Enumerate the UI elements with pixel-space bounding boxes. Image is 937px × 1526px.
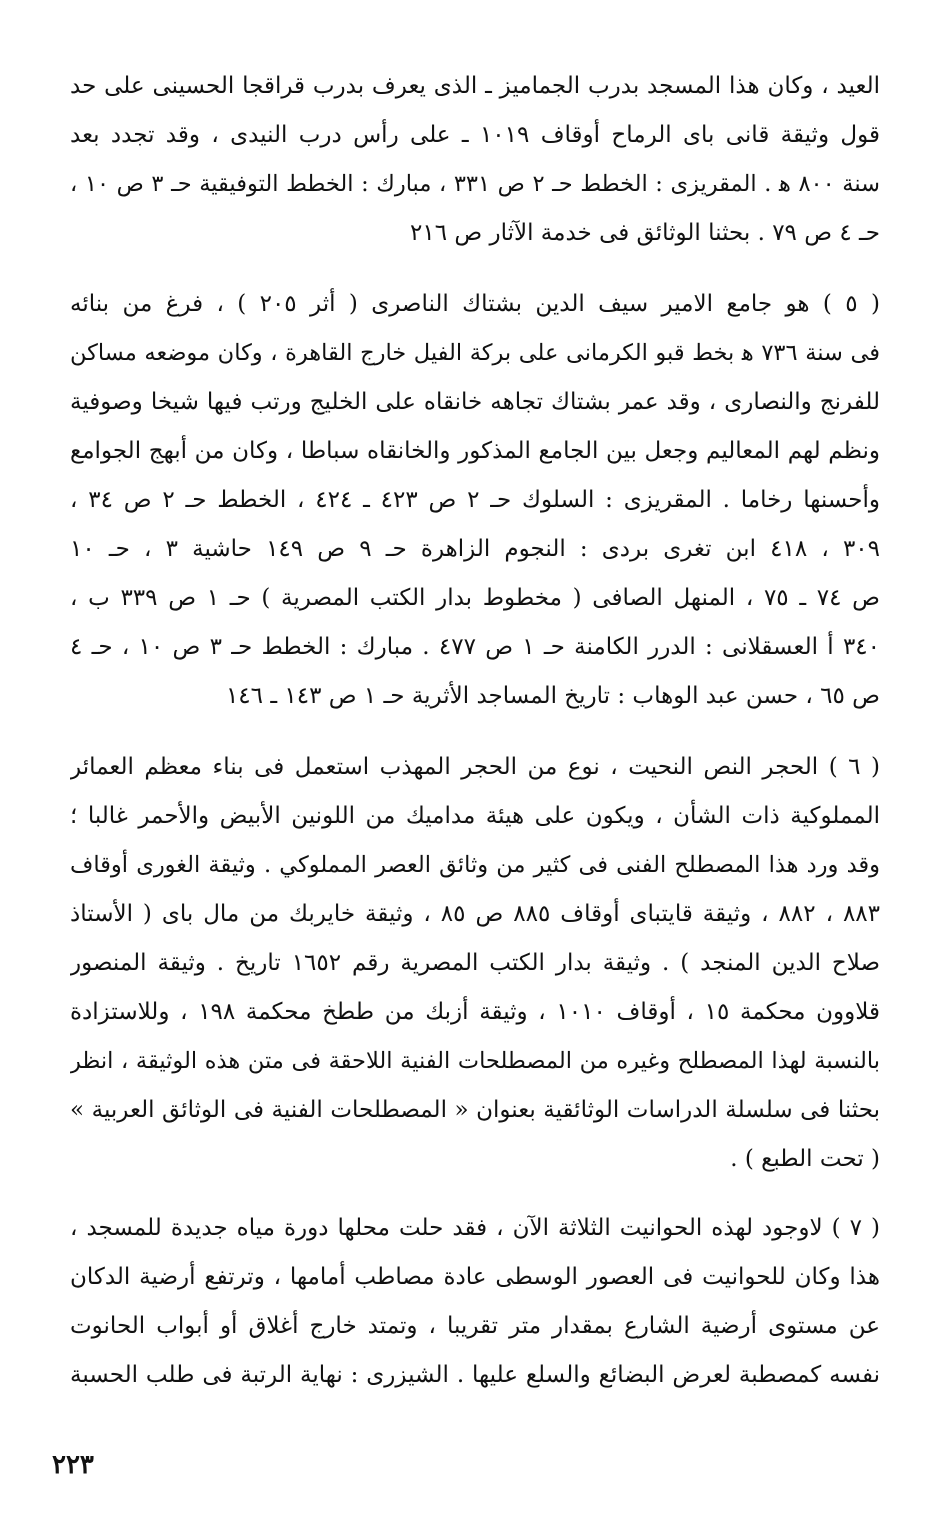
text-line: ص ٦٥ ، حسن عبد الوهاب : تاريخ المساجد الأثرية حـ ١ ص ١٤٣ ـ ١٤٦ [225, 683, 880, 709]
text-line: نفسه كمصطبة لعرض البضائع والسلع عليها . الشيزرى : نهاية الرتبة فى طلب الحسبة [70, 1362, 880, 1388]
text-line: عن مستوى أرضية الشارع بمقدار متر تقريبا ، وتمتد خارج أغلاق أو أبواب الحانوت [70, 1313, 880, 1339]
text-line: المملوكية ذات الشأن ، ويكون على هيئة مداميك من اللونين الأبيض والأحمر غالبا ؛ [70, 803, 880, 829]
text-line: بحثنا فى سلسلة الدراسات الوثائقية بعنوان « المصطلحات الفنية فى الوثائق العربية » [70, 1097, 880, 1123]
text-line: ص ٧٤ ـ ٧٥ ، المنهل الصافى ( مخطوط بدار الكتب المصرية ) حـ ١ ص ٣٣٩ ب ، [70, 585, 880, 611]
text-line: سنة ٨٠٠ ﻫ . المقريزى : الخطط حـ ٢ ص ٣٣١ ، مبارك : الخطط التوفيقية حـ ٣ ص ١٠ ، [70, 171, 880, 197]
footnote-continuation [70, 62, 880, 258]
text-line: ٨٨٣ ، ٨٨٢ ، وثيقة قايتباى أوقاف ٨٨٥ ص ٨٥ ، وثيقة خايربك من مال باى ( الأستاذ [70, 901, 880, 927]
text-line: قلاوون محكمة ١٥ ، أوقاف ١٠١٠ ، وثيقة أزبك من ططخ محكمة ١٩٨ ، وللاستزادة [70, 999, 880, 1025]
text-line: فى سنة ٧٣٦ ﻫ بخط قبو الكرمانى على بركة الفيل خارج القاهرة ، وكان موضعه مساكن [70, 340, 880, 366]
text-line: ٣٠٩ ، ٤١٨ ابن تغرى بردى : النجوم الزاهرة حـ ٩ ص ١٤٩ حاشية ٣ ، حـ ١٠ [70, 536, 880, 562]
text-line: وقد ورد هذا المصطلح الفنى فى كثير من وثائق العصر المملوكي . وثيقة الغورى أوقاف [70, 852, 880, 878]
footnotes-body [70, 62, 880, 1422]
text-line: ( ٦ ) الحجر النص النحيت ، نوع من الحجر المهذب استعمل فى بناء معظم العمائر [70, 754, 880, 780]
text-line: قول وثيقة قانى باى الرماح أوقاف ١٠١٩ ـ على رأس درب النيدى ، وقد تجدد بعد [70, 122, 880, 148]
text-line: ( تحت الطبع ) . [730, 1146, 880, 1172]
text-line: صلاح الدين المنجد ) . وثيقة بدار الكتب المصرية رقم ١٦٥٢ تاريخ . وثيقة المنصور [70, 950, 880, 976]
text-line: ( ٥ ) هو جامع الامير سيف الدين بشتاك الناصرى ( أثر ٢٠٥ ) ، فرغ من بنائه [70, 291, 880, 317]
footnote-5 [70, 280, 880, 721]
text-line: العيد ، وكان هذا المسجد بدرب الجماميز ـ الذى يعرف بدرب قراقجا الحسينى على حد [70, 73, 880, 99]
text-line: حـ ٤ ص ٧٩ . بحثنا الوثائق فى خدمة الآثار ص ٢١٦ [409, 220, 880, 246]
text-line: بالنسبة لهذا المصطلح وغيره من المصطلحات الفنية اللاحقة فى متن هذه الوثيقة ، انظر [70, 1048, 880, 1074]
text-line: ٣٤٠ أ العسقلانى : الدرر الكامنة حـ ١ ص ٤٧٧ . مبارك : الخطط حـ ٣ ص ١٠ ، حـ ٤ [70, 634, 880, 660]
text-line: ونظم لهم المعاليم وجعل بين الجامع المذكور والخانقاه سباطا ، وكان من أبهج الجوامع [70, 438, 880, 464]
footnote-7 [70, 1204, 880, 1400]
text-line: هذا وكان للحوانيت فى العصور الوسطى عادة مصاطب أمامها ، وترتفع أرضية الدكان [70, 1264, 880, 1290]
text-line: وأحسنها رخاما . المقريزى : السلوك حـ ٢ ص ٤٢٣ ـ ٤٢٤ ، الخطط حـ ٢ ص ٣٤ ، [70, 487, 880, 513]
page-number: ٢٢٣ [52, 1450, 94, 1480]
footnote-6 [70, 743, 880, 1184]
text-line: ( ٧ ) لاوجود لهذه الحوانيت الثلاثة الآن ، فقد حلت محلها دورة مياه جديدة للمسجد ، [70, 1215, 880, 1241]
text-line: للفرنج والنصارى ، وقد عمر بشتاك تجاهه خانقاه على الخليج ورتب فيها شيخا وصوفية [70, 389, 880, 415]
